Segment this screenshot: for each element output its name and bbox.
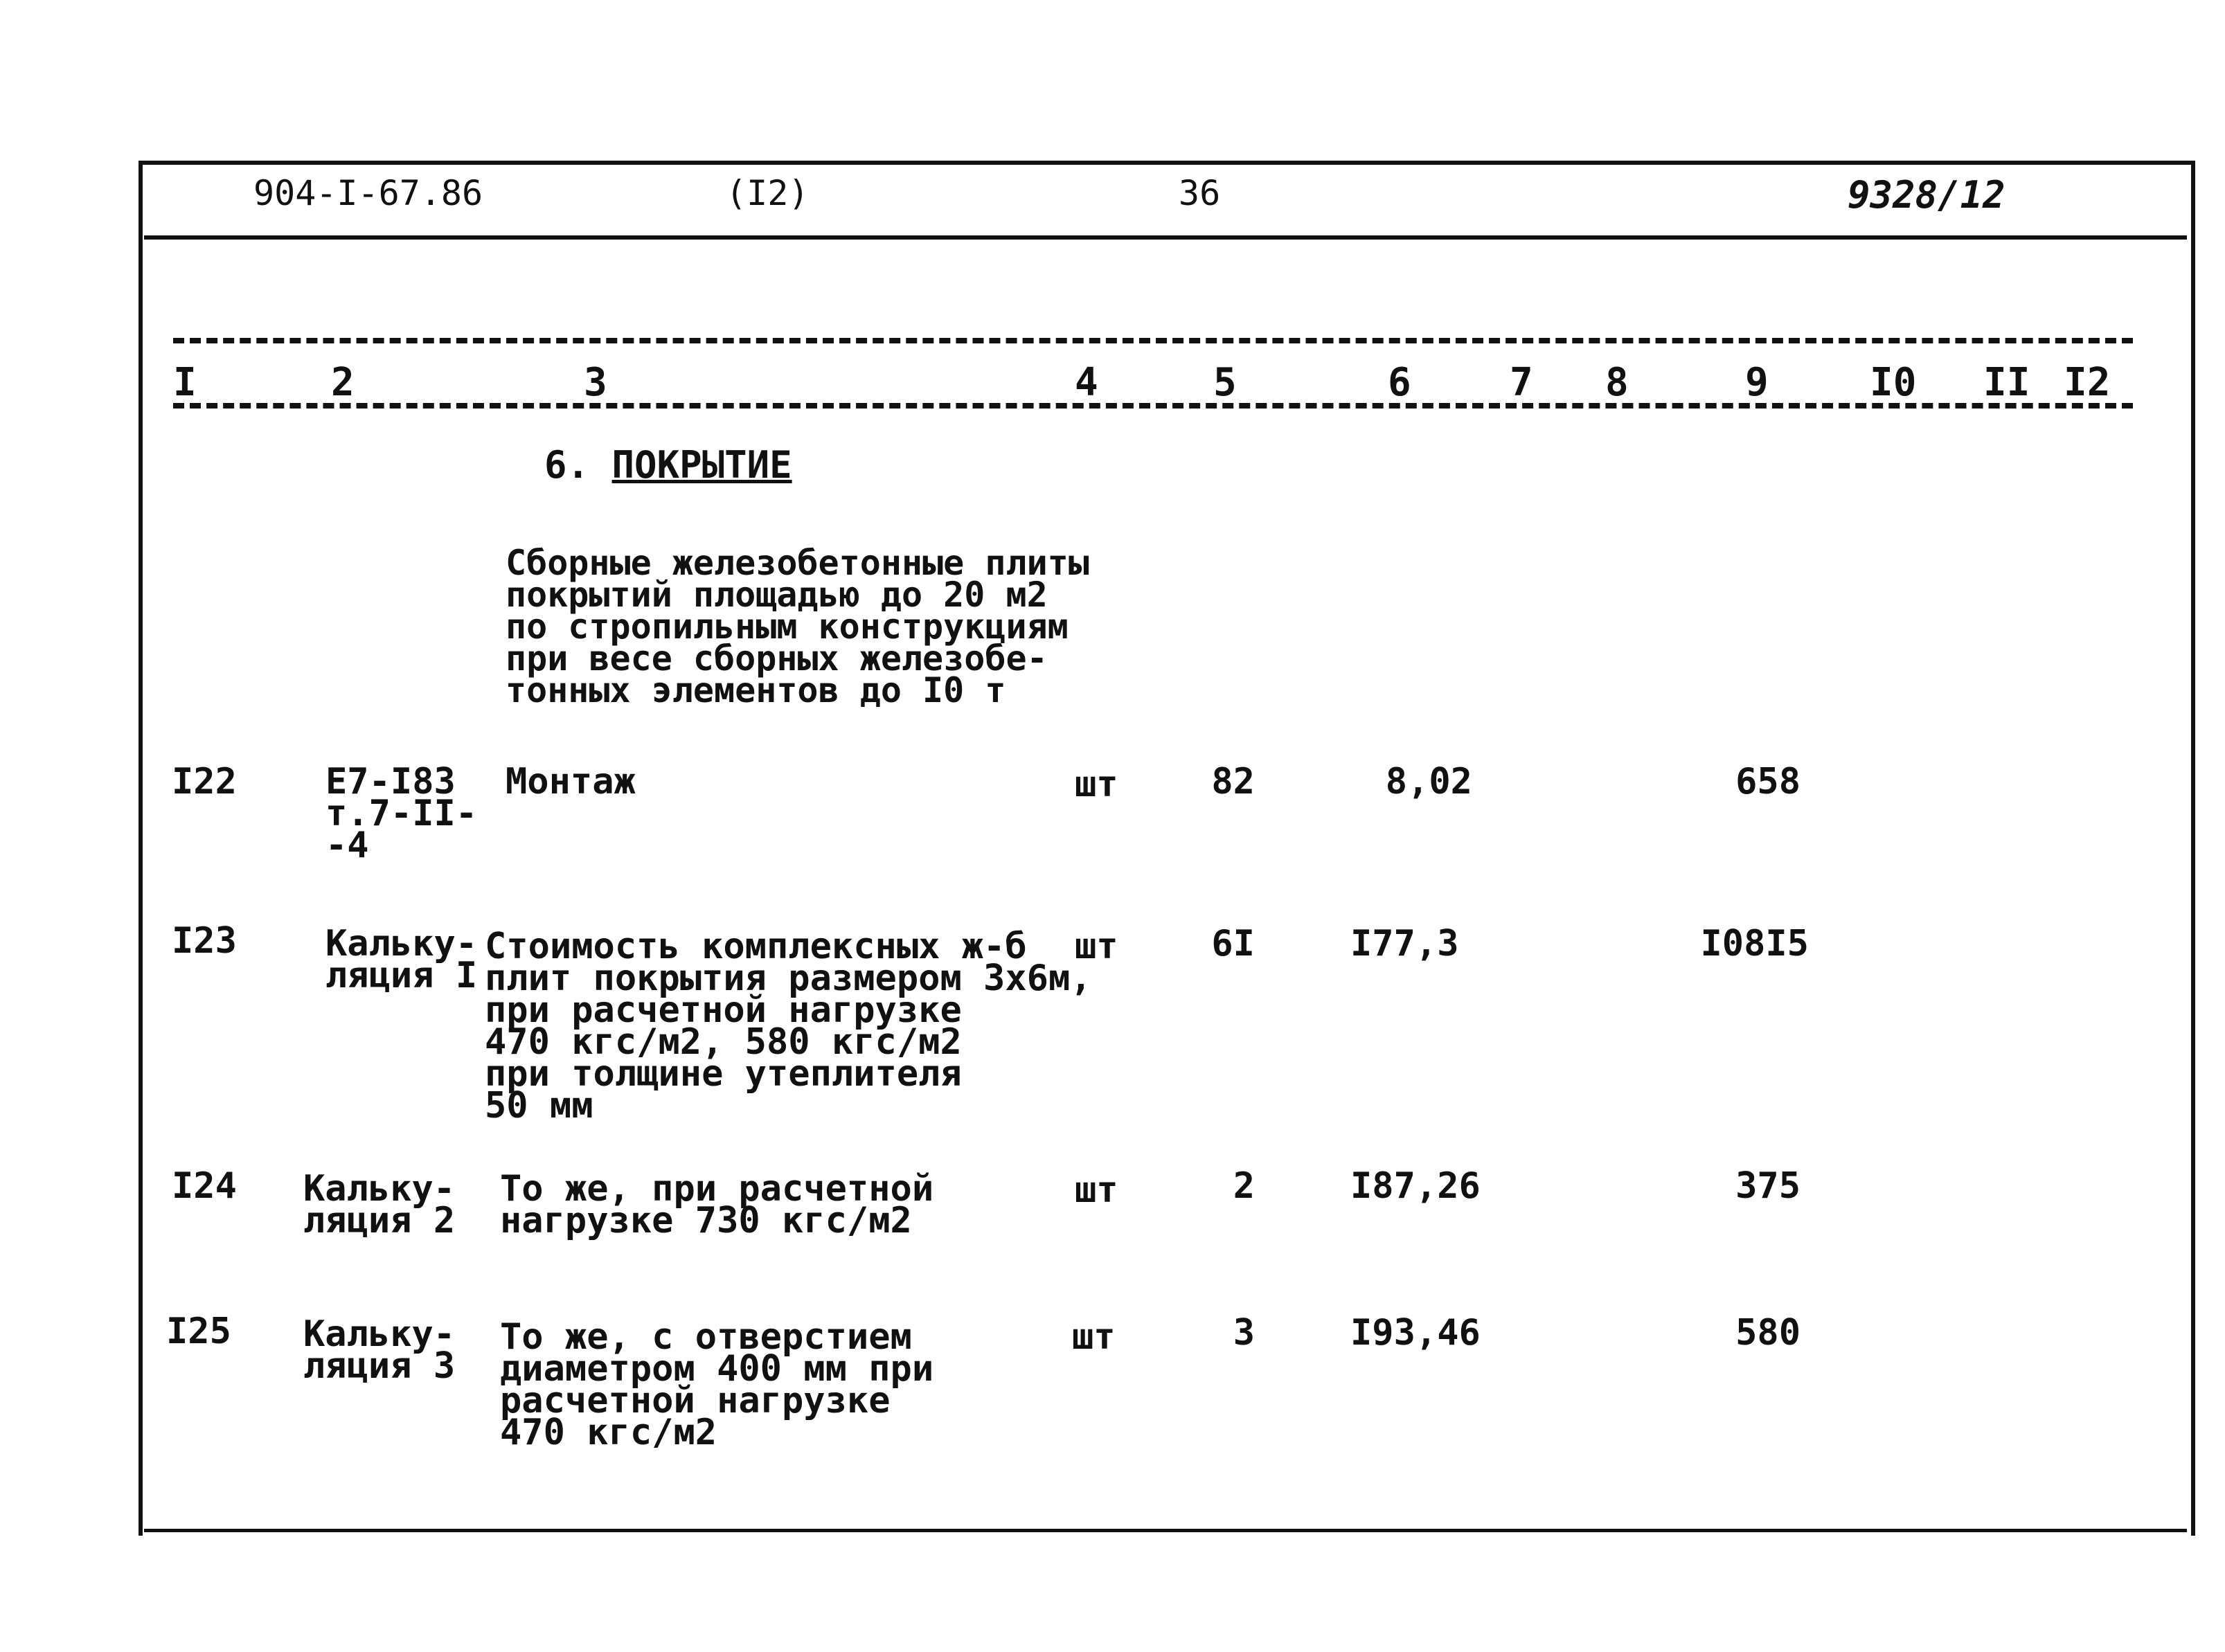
column-number-6: 6 — [1388, 360, 1411, 405]
row-quantity: 82 — [1211, 761, 1255, 802]
row-unit: шт — [1072, 1316, 1116, 1358]
column-number-12: I2 — [2064, 360, 2111, 405]
row-name: Монтаж — [506, 761, 636, 802]
column-number-7: 7 — [1510, 360, 1533, 405]
header-rule — [144, 235, 2187, 240]
column-number-5: 5 — [1213, 360, 1237, 405]
column-number-8: 8 — [1605, 360, 1629, 405]
row-name: Стоимость комплексных ж-б плит покрытия размером 3х6м, при расчетной нагрузке 470 кгс/м2, 580 кгс/м2 при толщине утеплителя 50 мм — [485, 926, 1092, 1126]
section-number: 6. — [544, 443, 590, 487]
row-code: Кальку- ляция 2 — [303, 1168, 456, 1241]
column-number-3: 3 — [584, 360, 607, 405]
row-unit: шт — [1075, 926, 1118, 967]
row-number: I25 — [166, 1311, 231, 1352]
doc-code: 904-I-67.86 — [253, 173, 483, 213]
column-dash-rule-top — [173, 338, 2133, 343]
column-number-2: 2 — [331, 360, 355, 405]
row-quantity: 6I — [1211, 923, 1255, 964]
page-number: 36 — [1179, 173, 1221, 213]
row-unit-price: 8,02 — [1385, 761, 1472, 802]
column-number-4: 4 — [1075, 360, 1098, 405]
row-name: То же, с отверстием диаметром 400 мм при расчетной нагрузке 470 кгс/м2 — [500, 1316, 934, 1453]
row-code: Кальку- ляция I — [325, 923, 478, 996]
row-name: То же, при расчетной нагрузке 730 кгс/м2 — [500, 1168, 934, 1241]
row-code: Е7-I83 т.7-II- -4 — [325, 761, 478, 866]
row-code: Кальку- ляция 3 — [303, 1313, 456, 1387]
row-unit: шт — [1075, 764, 1118, 805]
row-total: 580 — [1735, 1312, 1800, 1354]
column-number-1: I — [173, 360, 197, 405]
frame-bottom-rule — [144, 1529, 2187, 1532]
section-description: Сборные железобетонные плиты покрытий площадью до 20 м2 по стропильным конструкциям при весе сборных железобе- тонных элементов до I0 т — [506, 543, 1089, 710]
section-title — [544, 443, 792, 487]
inventory-number: 9328/12 — [1848, 173, 2005, 217]
column-number-11: II — [1983, 360, 2030, 405]
row-unit: шт — [1075, 1169, 1118, 1211]
column-number-10: I0 — [1870, 360, 1917, 405]
column-dash-rule-bottom — [173, 403, 2133, 408]
row-total: 375 — [1735, 1165, 1800, 1207]
row-total: I08I5 — [1700, 923, 1809, 964]
row-quantity: 3 — [1233, 1312, 1255, 1354]
row-total: 658 — [1735, 761, 1800, 802]
row-number: I22 — [172, 761, 237, 802]
column-number-9: 9 — [1745, 360, 1769, 405]
row-unit-price: I93,46 — [1350, 1312, 1481, 1354]
row-unit-price: I77,3 — [1350, 923, 1459, 964]
row-number: I23 — [172, 920, 237, 962]
section-name: ПОКРЫТИЕ — [611, 443, 792, 487]
row-quantity: 2 — [1233, 1165, 1255, 1207]
row-unit-price: I87,26 — [1350, 1165, 1481, 1207]
row-number: I24 — [172, 1165, 237, 1207]
sheet-ref: (I2) — [726, 173, 810, 213]
